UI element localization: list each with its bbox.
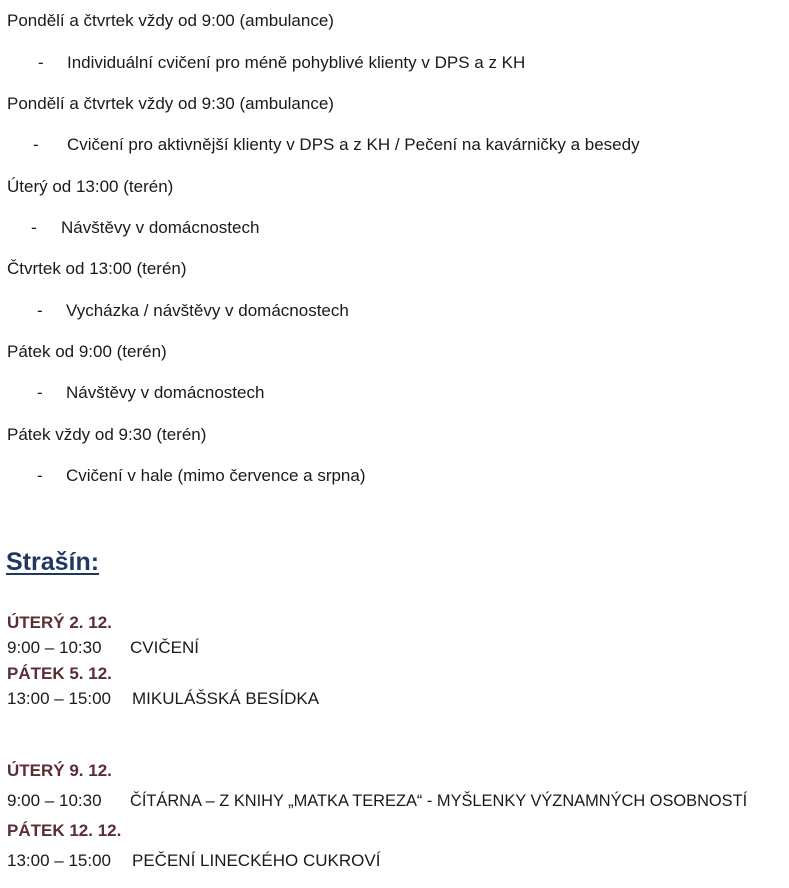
event-name: MIKULÁŠSKÁ BESÍDKA bbox=[132, 689, 320, 708]
bullet-dash: - bbox=[37, 466, 43, 485]
schedule-heading-3: Úterý od 13:00 (terén) bbox=[7, 177, 174, 196]
event-name: PEČENÍ LINECKÉHO CUKROVÍ bbox=[132, 851, 381, 870]
schedule-item-text: Cvičení v hale (mimo července a srpna) bbox=[66, 466, 366, 485]
event-row-2 bbox=[7, 688, 320, 710]
event-time: 9:00 – 10:30 bbox=[7, 791, 102, 810]
event-day-3: ÚTERÝ 9. 12. bbox=[7, 761, 112, 780]
event-row-4 bbox=[7, 850, 381, 872]
bullet-dash: - bbox=[33, 135, 39, 154]
schedule-heading-2: Pondělí a čtvrtek vždy od 9:30 (ambulance) bbox=[7, 94, 334, 113]
event-time: 9:00 – 10:30 bbox=[7, 638, 102, 657]
event-name: CVIČENÍ bbox=[130, 638, 199, 657]
event-row-3 bbox=[7, 790, 748, 812]
event-row-1 bbox=[7, 637, 199, 659]
bullet-dash: - bbox=[37, 301, 43, 320]
event-day-2: PÁTEK 5. 12. bbox=[7, 664, 112, 683]
schedule-item-text: Cvičení pro aktivnější klienty v DPS a z KH / Pečení na kavárničky a besedy bbox=[67, 135, 640, 154]
schedule-item-text: Návštěvy v domácnostech bbox=[66, 383, 265, 402]
bullet-dash: - bbox=[31, 218, 37, 237]
schedule-heading-5: Pátek od 9:00 (terén) bbox=[7, 342, 167, 361]
bullet-dash: - bbox=[38, 53, 44, 72]
schedule-heading-4: Čtvrtek od 13:00 (terén) bbox=[7, 259, 187, 278]
schedule-item-text: Návštěvy v domácnostech bbox=[61, 218, 260, 237]
event-day-4: PÁTEK 12. 12. bbox=[7, 821, 122, 840]
section-title: Strašín: bbox=[6, 548, 100, 576]
event-time: 13:00 – 15:00 bbox=[7, 851, 111, 870]
schedule-item-text: Individuální cvičení pro méně pohyblivé klienty v DPS a z KH bbox=[67, 53, 526, 72]
bullet-dash: - bbox=[37, 383, 43, 402]
schedule-heading-6: Pátek vždy od 9:30 (terén) bbox=[7, 425, 207, 444]
event-name: ČÍTÁRNA – Z KNIHY „MATKA TEREZA“ - MYŠLENKY VÝZNAMNÝCH OSOBNOSTÍ bbox=[130, 792, 748, 810]
schedule-item-text: Vycházka / návštěvy v domácnostech bbox=[66, 301, 349, 320]
event-day-1: ÚTERÝ 2. 12. bbox=[7, 613, 112, 632]
schedule-heading-1: Pondělí a čtvrtek vždy od 9:00 (ambulance) bbox=[7, 11, 334, 30]
event-time: 13:00 – 15:00 bbox=[7, 689, 111, 708]
